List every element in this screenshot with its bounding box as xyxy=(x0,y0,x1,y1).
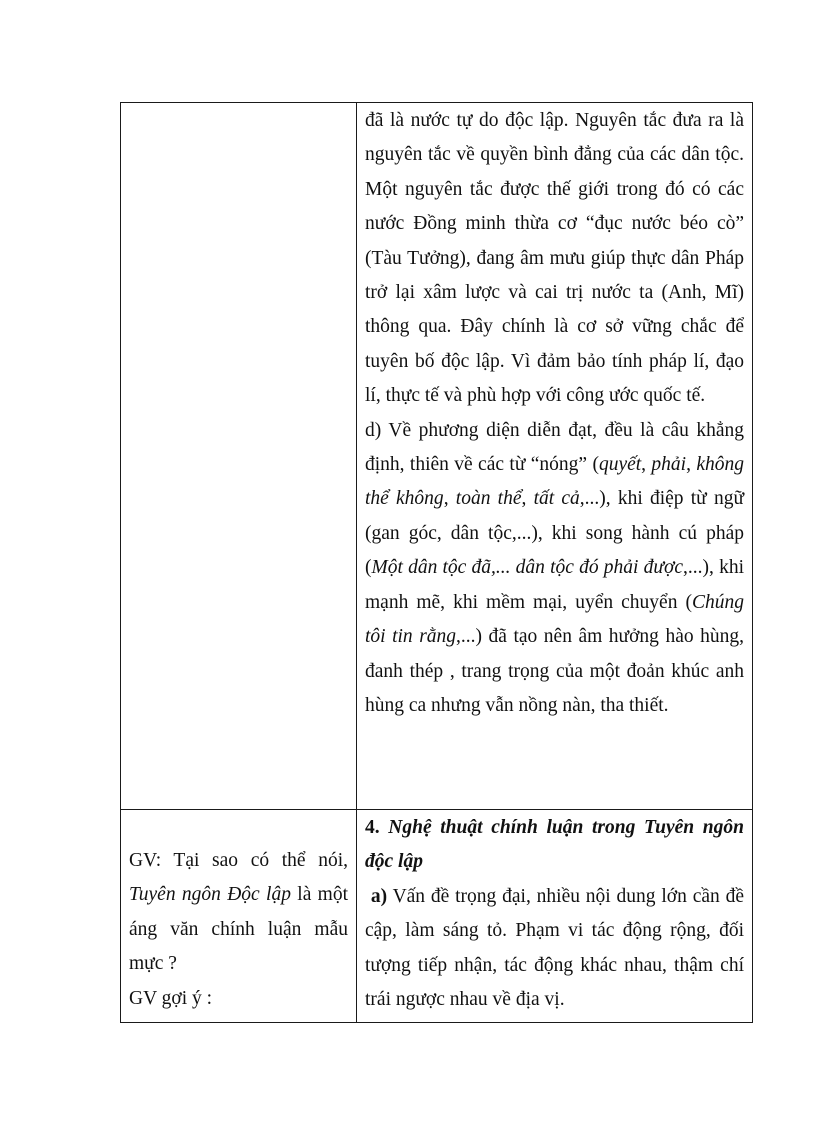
section-point-a: a) Vấn đề trọng đại, nhiều nội dung lớn cần đề cập, làm sáng tỏ. Phạm vi tác động rộng, đối tượng tiếp nhận, tác động khác nhau, thậm chí trái ngược nhau về địa vị. xyxy=(365,885,745,1011)
left-cell-empty xyxy=(121,103,357,810)
left-cell-teacher-question xyxy=(121,810,357,1023)
section-heading: 4. Nghệ thuật chính luận trong Tuyên ngôn độc lập xyxy=(365,817,744,873)
teacher-question: GV: Tại sao có thể nói, Tuyên ngôn Độc lập là một áng văn chính luận mẫu mực ? xyxy=(129,850,348,975)
lesson-table xyxy=(120,102,753,1023)
table-row xyxy=(121,103,753,810)
paragraph-principle: đã là nước tự do độc lập. Nguyên tắc đưa ra là nguyên tắc về quyền bình đẳng của các dân tộc. Một nguyên tắc được thế giới trong đó có các nước Đồng minh thừa cơ “đục nước béo cò” (Tàu Tưởng), đang âm mưu giúp thực dân Pháp trở lại xâm lược và cai trị nước ta (Anh, Mĩ) thông qua. Đây chính là cơ sở vững chắc để tuyên bố độc lập. Vì đảm bảo tính pháp lí, đạo lí, thực tế và phù hợp với công ước quốc tế. xyxy=(365,110,744,407)
right-cell-section xyxy=(357,810,753,1023)
teacher-hint: GV gợi ý : xyxy=(129,987,213,1009)
table-row xyxy=(121,810,753,1023)
right-cell-analysis xyxy=(357,103,753,810)
paragraph-expression: d) Về phương diện diễn đạt, đều là câu khẳng định, thiên về các từ “nóng” (quyết, phải, không thể không, toàn thể, tất cả,...), khi điệp từ ngữ (gan góc, dân tộc,...), khi song hành cú pháp (Một dân tộc đã,... dân tộc đó phải được,...), khi mạnh mẽ, khi mềm mại, uyển chuyển (Chúng tôi tin rằng,...) đã tạo nên âm hưởng hào hùng, đanh thép , trang trọng của một đoản khúc anh hùng ca nhưng vẫn nồng nàn, tha thiết. xyxy=(365,419,745,716)
